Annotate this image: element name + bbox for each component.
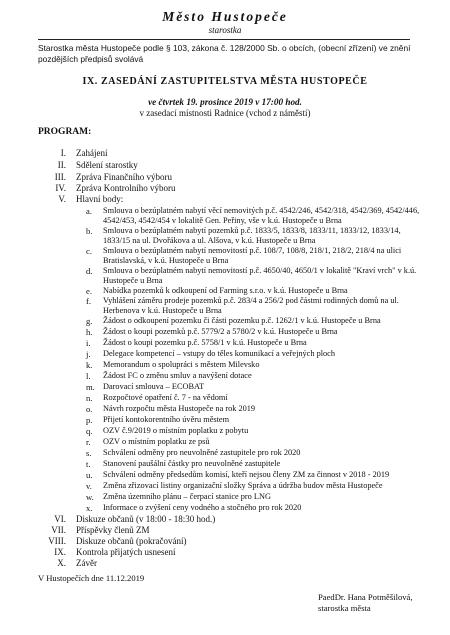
program-number: IX. [54,547,66,557]
subitem-letter: t. [86,459,91,469]
program-number: II. [57,160,66,170]
subitem-letter: g. [86,316,93,326]
subitem-letter: p. [86,415,93,425]
subitem-letter: i. [86,338,91,348]
subitem-letter: e. [86,286,92,296]
program-number: VIII. [48,536,66,546]
program-item: Závěr [76,558,97,568]
program-item: Příspěvky členů ZM [76,525,150,535]
subitem-text: OZV o místním poplatku ze psů [103,437,210,446]
document-subtitle: starostka [208,25,242,35]
subitem-text: Smlouva o bezúplatném nabytí pozemků p.č. 1833/5, 1833/8, 1833/11, 1833/12, 1833/14, 1833/15 na ul. Dvořákova a ul. Alšova, v k.ú. Hustopeče u Brna [103,226,401,245]
subitem-text: Smlouva o bezúplatném nabytí nemovitostí p.č. 108/7, 108/8, 218/1, 218/2, 218/4 na ulici Bratislavská, v k.ú. Hustopeče u Brna [103,246,402,265]
subitem-text: OZV č.9/2019 o místním poplatku z pobytu [103,426,249,435]
subitem-letter: q. [86,426,93,436]
meeting-heading: IX. ZASEDÁNÍ ZASTUPITELSTVA MĚSTA HUSTOPEČE [82,76,368,87]
preamble-text: Starostka města Hustopeče podle § 103, zákona č. 128/2000 Sb. o obcích, (obecní zřízení) ve znění pozdějších předpisů svolává [38,43,411,64]
signatory-role: starostka města [318,603,371,613]
subitem-letter: a. [86,206,92,216]
subitem-letter: d. [86,266,93,276]
subitem-text: Návrh rozpočtu města Hustopeče na rok 2019 [103,404,256,413]
subitem-text: Smlouva o bezúplatném nabytí nemovitostí p.č. 4650/40, 4650/1 v lokalitě "Kraví vrch" v k.ú. Hustopeče u Brna [103,266,417,285]
signatory-name: PaedDr. Hana Potměšilová, [318,592,413,602]
document-title: Město Hustopeče [162,9,288,24]
program-item: Zpráva Finančního výboru [76,172,172,182]
subitem-letter: k. [86,360,93,370]
subitem-text: Žádost o koupi pozemků p.č. 5779/2 a 5780/2 v k.ú. Hustopeče u Brna [103,327,338,336]
subitem-letter: n. [86,393,93,403]
subitem-letter: b. [86,226,93,236]
program-number: III. [54,172,66,182]
program-number: VI. [54,514,66,524]
subitem-letter: w. [86,492,94,502]
program-item: Hlavní body: [76,194,124,204]
program-label: PROGRAM: [38,127,92,137]
meeting-date: ve čtvrtek 19. prosince 2019 v 17:00 hod. [148,97,302,107]
meeting-place: v zasedací místnosti Radnice (vchod z náměstí) [139,108,311,118]
program-number: X. [57,558,66,568]
subitem-text: Darovací smlouva – ECOBAT [103,382,205,391]
subitem-text: Schválení odměny pro neuvolněné zastupitele pro rok 2020 [103,448,301,457]
subitem-text: Nabídka pozemků k odkoupení od Farming s.r.o. v k.ú. Hustopeče u Brna [103,286,348,295]
subitem-letter: x. [86,503,93,513]
subitem-text: Žádost o odkoupení pozemku či části pozemku p.č. 1262/1 v k.ú. Hustopeče u Brna [103,316,381,325]
subitem-text: Změna zřizovací listiny organizační složky Správa a údržba budov města Hustopeče [103,481,383,490]
program-item: Diskuze občanů (v 18:00 - 18:30 hod.) [76,514,216,524]
subitem-letter: v. [86,481,92,491]
program-number: VII. [51,525,66,535]
program-number: IV. [55,183,66,193]
footer-place-date: V Hustopečích dne 11.12.2019 [38,573,145,583]
program-item: Diskuze občanů (pokračování) [76,536,187,546]
subitem-letter: c. [86,246,92,256]
subitem-letter: r. [86,437,91,447]
subitem-text: Žádost FC o změnu smluv a navýšení dotace [103,371,252,380]
subitem-text: Vyhlášení záměru prodeje pozemků p.č. 283/4 a 256/2 pod částmi rodinných domů na ul. Herbenova v k.ú. Hustopeče u Brna [103,296,399,315]
subitem-letter: o. [86,404,93,414]
subitem-letter: f. [86,296,92,306]
subitem-text: Schválení odměny předsedům komisí, kteří nejsou členy ZM za činnost v 2018 - 2019 [103,470,390,479]
subitem-text: Stanovení paušální částky pro neuvolněné zastupitele [103,459,281,468]
subitem-text: Žádost o koupi pozemku p.č. 5758/1 v k.ú. Hustopeče u Brna [103,338,307,347]
subitem-letter: h. [86,327,93,337]
subitem-text: Změna územního plánu – čerpací stanice pro LNG [103,492,271,501]
subitem-letter: s. [86,448,92,458]
subitem-text: Smlouva o bezúplatném nabytí věcí nemovitých p.č. 4542/246, 4542/318, 4542/369, 4542/446, 4542/453, 4542/454 v lokalitě Gen. Peřiny, vše v k.ú. Hustopeče u Brna [103,206,420,225]
header-divider [38,39,410,40]
subitem-text: Memorandum o spolupráci s městem Milevsko [103,360,260,369]
program-number: V. [58,194,66,204]
subitem-letter: l. [86,371,91,381]
subitem-text: Informace o zvýšení ceny vodného a stočného pro rok 2020 [103,503,302,512]
program-item: Zpráva Kontrolního výboru [76,183,176,193]
program-item: Sdělení starostky [76,160,138,170]
program-item: Zahájení [76,148,108,158]
program-item: Kontrola přijatých usnesení [76,547,176,557]
subitem-text: Rozpočtové opatření č. 7 - na vědomí [103,393,228,402]
subitem-letter: j. [86,349,91,359]
subitem-letter: m. [86,382,95,392]
subitem-text: Delegace kompetencí – vstupy do těles komunikací a veřejných ploch [103,349,336,358]
subitem-text: Přijetí kontokorentního úvěru městem [103,415,230,424]
subitem-letter: u. [86,470,93,480]
program-number: I. [60,148,66,158]
